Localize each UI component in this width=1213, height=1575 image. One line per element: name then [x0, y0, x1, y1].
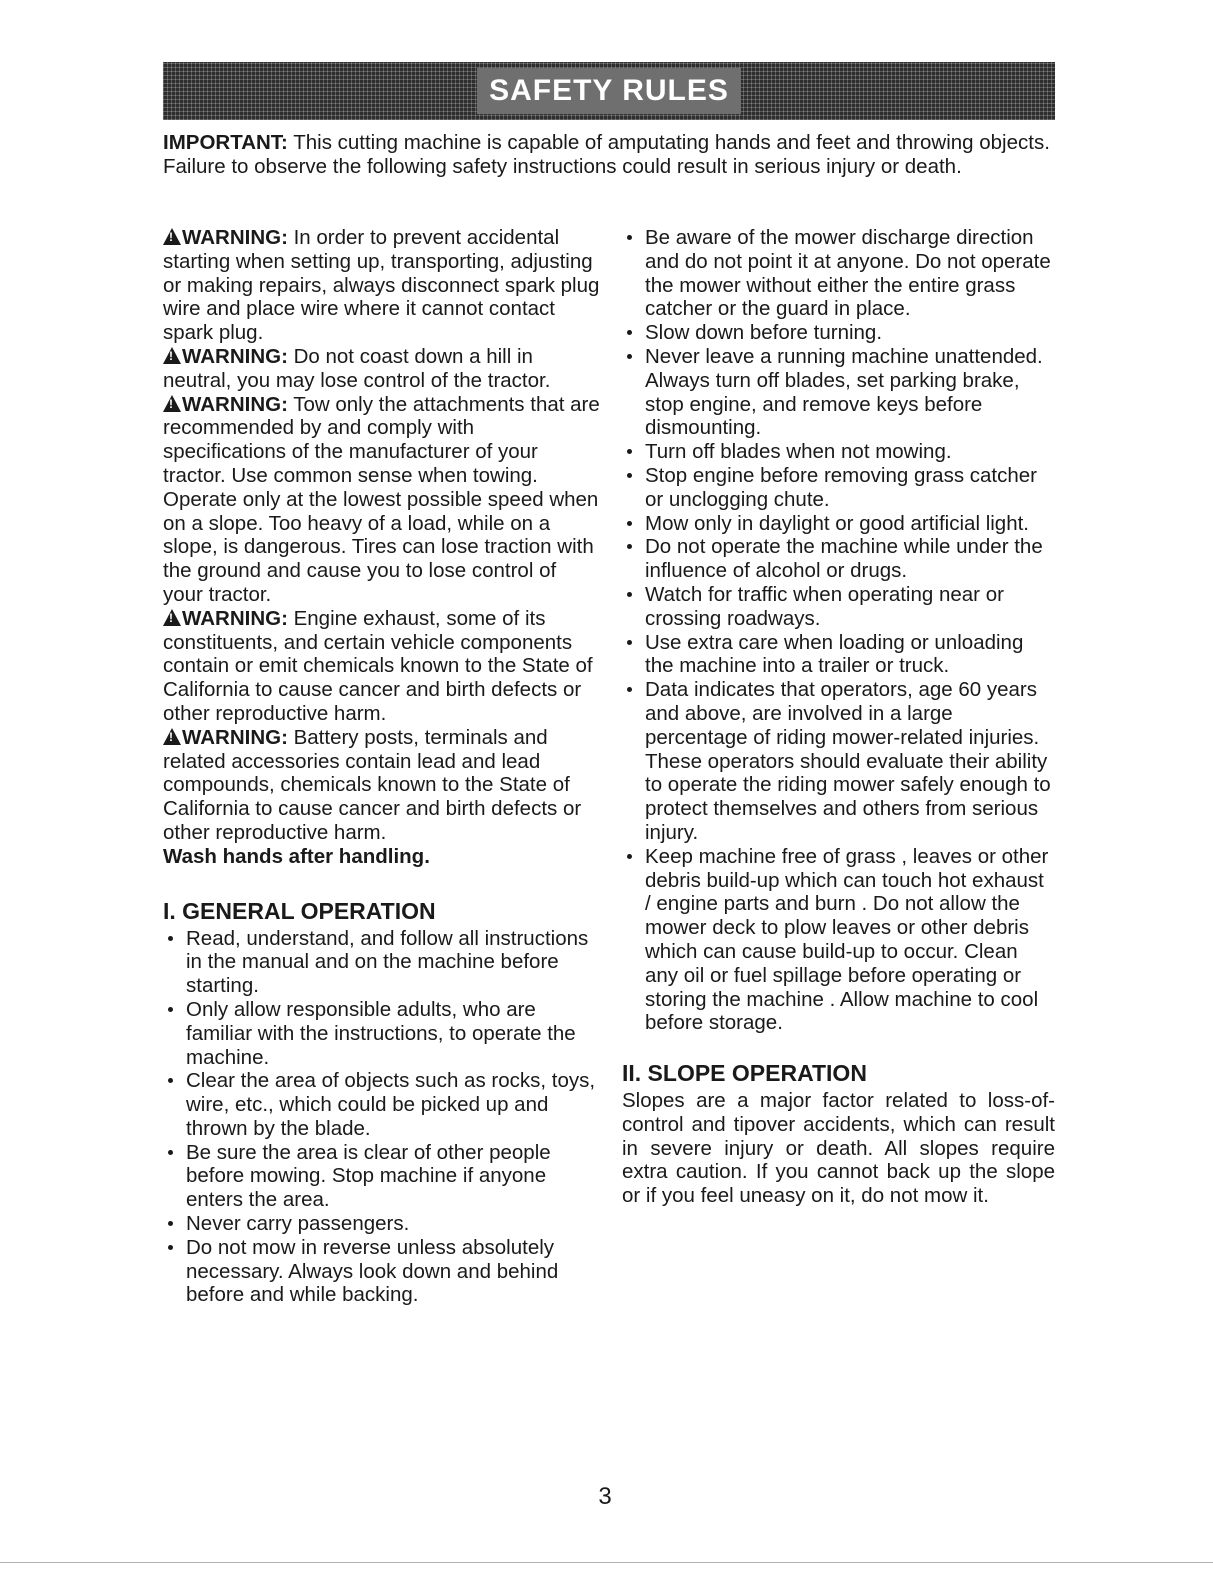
warning-label: WARNING:: [182, 392, 288, 416]
list-item: Use extra care when loading or unloading the machine into a trailer or truck.: [622, 631, 1055, 679]
warning-engine-exhaust: [163, 607, 601, 726]
left-column: [163, 226, 601, 1307]
warning-towing: [163, 393, 601, 607]
bullet-icon: [627, 473, 632, 478]
bullet-icon: [168, 1221, 173, 1226]
warning-coast-hill: [163, 345, 601, 393]
bullet-icon: [168, 1150, 173, 1155]
list-item: Never carry passengers.: [163, 1212, 601, 1236]
bullet-icon: [627, 449, 632, 454]
list-item: Data indicates that operators, age 60 years and above, are involved in a large percentage of riding mower-related injuries. These operators should evaluate their ability to operate the riding mower safely enough to protect themselves and others from serious injury.: [622, 678, 1055, 845]
warning-label: WARNING:: [182, 344, 288, 368]
bullet-icon: [168, 1245, 173, 1250]
list-item: Do not mow in reverse unless absolutely necessary. Always look down and behind before and while backing.: [163, 1236, 601, 1307]
important-label: IMPORTANT:: [163, 131, 288, 154]
title-banner: [163, 62, 1055, 120]
bullet-icon: [627, 640, 632, 645]
general-operation-list: [163, 927, 601, 1308]
list-item: Be aware of the mower discharge direction and do not point it at anyone. Do not operate the mower without either the entire grass catcher or the guard in place.: [622, 226, 1055, 321]
list-item: Mow only in daylight or good artificial light.: [622, 512, 1055, 536]
bullet-icon: [627, 521, 632, 526]
bullet-icon: [627, 354, 632, 359]
list-item: Do not operate the machine while under the influence of alcohol or drugs.: [622, 535, 1055, 583]
warning-text: In order to prevent accidental starting when setting up, transporting, adjusting or making repairs, always disconnect spark plug wire and place wire where it cannot contact spark plug.: [163, 226, 600, 345]
bullet-icon: [627, 592, 632, 597]
list-item: Only allow responsible adults, who are familiar with the instructions, to operate the machine.: [163, 998, 601, 1069]
warning-spark-plug: [163, 226, 601, 345]
warning-text: Battery posts, terminals and related accessories contain lead and lead compounds, chemicals known to the State of California to cause cancer and birth defects or other reproductive harm.: [163, 725, 582, 844]
warning-label: WARNING:: [182, 725, 288, 749]
list-item: Turn off blades when not mowing.: [622, 440, 1055, 464]
bullet-icon: [627, 235, 632, 240]
bullet-icon: [627, 544, 632, 549]
warning-triangle-icon: [163, 395, 181, 412]
warning-text: Tow only the attachments that are recommended by and comply with specifications of the manufacturer of your tractor. Use common sense when towing. Operate only at the lowest possible speed when on a slope. Too heavy of a load, while on a slope, is dangerous. Tires can lose traction with the ground and cause you to lose control of your tractor.: [163, 392, 600, 606]
bottom-divider: [0, 1562, 1213, 1563]
list-item: Keep machine free of grass , leaves or other debris build-up which can touch hot exhaust / engine parts and burn . Do not allow the mower deck to plow leaves or other debris which can cause build-up to occur. Clean any oil or fuel spillage before operating or storing the machine . Allow machine to cool before storage.: [622, 845, 1055, 1035]
bullet-icon: [168, 1007, 173, 1012]
bullet-icon: [627, 330, 632, 335]
list-item: Never leave a running machine unattended. Always turn off blades, set parking brake, stop engine, and remove keys before dismounting.: [622, 345, 1055, 440]
warning-label: WARNING:: [182, 606, 288, 630]
warning-battery-lead: [163, 726, 601, 845]
wash-hands-note: Wash hands after handling.: [163, 844, 430, 868]
important-notice: [163, 131, 1058, 179]
slope-operation-text: Slopes are a major factor related to loss-of-control and tipover accidents, which can result in severe injury or death. All slopes require extra caution. If you cannot back up the slope or if you feel uneasy on it, do not mow it.: [622, 1089, 1055, 1208]
list-item: Be sure the area is clear of other people before mowing. Stop machine if anyone enters the area.: [163, 1141, 601, 1212]
right-column: [622, 226, 1055, 1208]
list-item: Clear the area of objects such as rocks, toys, wire, etc., which could be picked up and thrown by the blade.: [163, 1069, 601, 1140]
warning-triangle-icon: [163, 609, 181, 626]
bullet-icon: [168, 1078, 173, 1083]
warning-triangle-icon: [163, 228, 181, 245]
bullet-icon: [627, 687, 632, 692]
important-text: This cutting machine is capable of amputating hands and feet and throwing objects. Failure to observe the following safety instructions could result in serious injury or death.: [163, 131, 1050, 178]
bullet-icon: [627, 854, 632, 859]
slope-operation-heading: II. SLOPE OPERATION: [622, 1060, 867, 1087]
warning-triangle-icon: [163, 728, 181, 745]
bullet-icon: [168, 936, 173, 941]
page-number: 3: [598, 1483, 612, 1510]
list-item: Watch for traffic when operating near or crossing roadways.: [622, 583, 1055, 631]
page-title: SAFETY RULES: [477, 68, 741, 114]
list-item: Slow down before turning.: [622, 321, 1055, 345]
list-item: Read, understand, and follow all instructions in the manual and on the machine before starting.: [163, 927, 601, 998]
warning-text: Do not coast down a hill in neutral, you may lose control of the tractor.: [163, 344, 551, 392]
general-operation-heading: I. GENERAL OPERATION: [163, 897, 436, 924]
operation-rules-list: [622, 226, 1055, 1035]
list-item: Stop engine before removing grass catcher or unclogging chute.: [622, 464, 1055, 512]
warning-label: WARNING:: [182, 226, 288, 249]
warning-text: Engine exhaust, some of its constituents, and certain vehicle components contain or emit chemicals known to the State of California to cause cancer and birth defects or other reproductive harm.: [163, 606, 593, 725]
warning-triangle-icon: [163, 347, 181, 364]
